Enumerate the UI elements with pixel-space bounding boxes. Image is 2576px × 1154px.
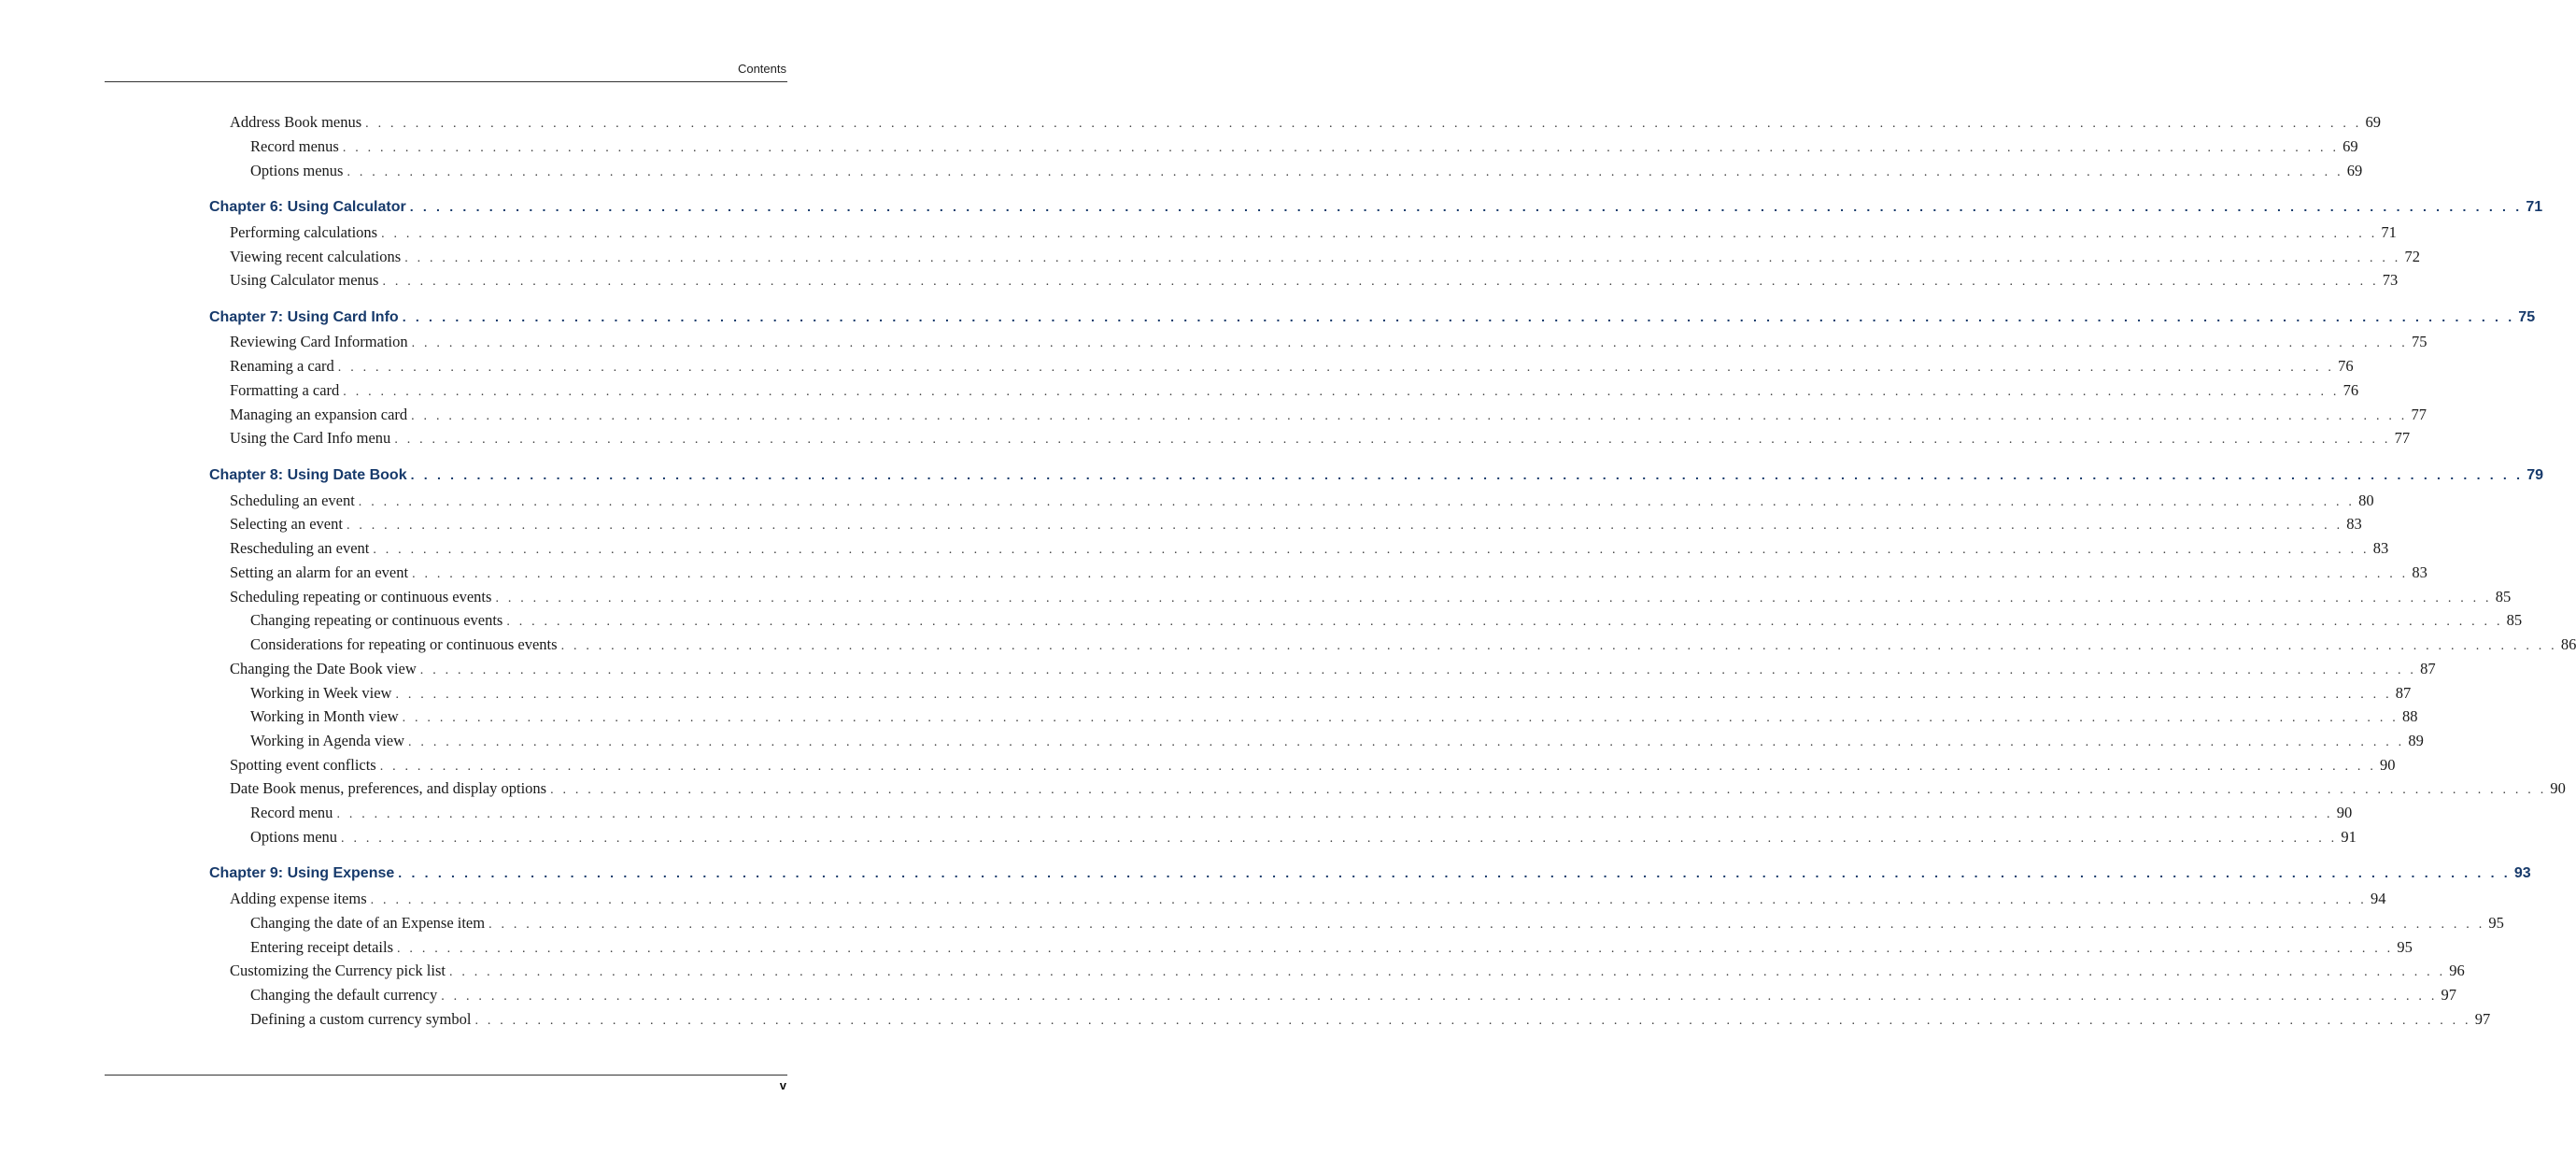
toc-entry-title: Considerations for repeating or continuous events [250, 635, 558, 653]
toc-entry-page: 93 [2513, 865, 2531, 881]
toc-entry-title: Date Book menus, preferences, and display options [230, 779, 547, 797]
toc-entry-page: 86 [2560, 635, 2576, 653]
toc-section-entry[interactable] [230, 890, 2386, 910]
toc-entry-title: Formatting a card [230, 381, 340, 399]
dot-leader: . . . . . . . . . . . . . . . . . . . . . . . . . . . . . . . . . . . . . . . . . . . . . . . . . . . . . . . . . . . . . . . . . . . . . . . . . . . . . . . . . . . . . . . . . . . . . . . . . . . . . . . . . . . . . . . . . . . . . . . . . . . . . . . . . . . . . . . . . . . . . . . . . . . . . . . . . . . . . . . . [441, 990, 2438, 1004]
toc-section-entry[interactable] [230, 429, 2411, 449]
toc-section-entry[interactable] [230, 113, 2381, 134]
toc-entry-page: 87 [2395, 684, 2412, 702]
dot-leader: . . . . . . . . . . . . . . . . . . . . . . . . . . . . . . . . . . . . . . . . . . . . . . . . . . . . . . . . . . . . . . . . . . . . . . . . . . . . . . . . . . . . . . . . . . . . . . . . . . . . . . . . . . . . . . . . . . . . . . . . . . . . . . . . . . . . . . . . . . . . . . . . . . . . . . . . . . . . . . . . [560, 639, 2557, 653]
toc-entry-page: 97 [2474, 1010, 2491, 1028]
toc-entry-page: 71 [2526, 199, 2543, 215]
toc-entry-page: 95 [2397, 938, 2413, 956]
toc-chapter-entry[interactable] [209, 199, 2543, 220]
dot-leader: . . . . . . . . . . . . . . . . . . . . . . . . . . . . . . . . . . . . . . . . . . . . . . . . . . . . . . . . . . . . . . . . . . . . . . . . . . . . . . . . . . . . . . . . . . . . . . . . . . . . . . . . . . . . . . . . . . . . . . . . . . . . . . . . . . . . . . . . . . . . . . . . . . . . . . . . . . . . . . . . [398, 865, 2511, 880]
toc-chapter-entry[interactable] [209, 865, 2531, 886]
toc-subsection-entry[interactable] [250, 1010, 2491, 1031]
toc-section-entry[interactable] [230, 406, 2427, 426]
toc-entry-page: 79 [2526, 467, 2543, 483]
dot-leader: . . . . . . . . . . . . . . . . . . . . . . . . . . . . . . . . . . . . . . . . . . . . . . . . . . . . . . . . . . . . . . . . . . . . . . . . . . . . . . . . . . . . . . . . . . . . . . . . . . . . . . . . . . . . . . . . . . . . . . . . . . . . . . . . . . . . . . . . . . . . . . . . . . . . . . . . . . . . . . . . [382, 275, 2379, 289]
toc-entry-page: 96 [2449, 962, 2465, 979]
dot-leader: . . . . . . . . . . . . . . . . . . . . . . . . . . . . . . . . . . . . . . . . . . . . . . . . . . . . . . . . . . . . . . . . . . . . . . . . . . . . . . . . . . . . . . . . . . . . . . . . . . . . . . . . . . . . . . . . . . . . . . . . . . . . . . . . . . . . . . . . . . . . . . . . . . . . . . . . . . . . . . . . [474, 1014, 2471, 1028]
toc-section-entry[interactable] [230, 223, 2397, 244]
toc-entry-page: 83 [2346, 515, 2362, 533]
toc-entry-page: 91 [2341, 828, 2357, 846]
toc-entry-page: 72 [2404, 248, 2420, 265]
dot-leader: . . . . . . . . . . . . . . . . . . . . . . . . . . . . . . . . . . . . . . . . . . . . . . . . . . . . . . . . . . . . . . . . . . . . . . . . . . . . . . . . . . . . . . . . . . . . . . . . . . . . . . . . . . . . . . . . . . . . . . . . . . . . . . . . . . . . . . . . . . . . . . . . . . . . . . . . . . . . . . . . [337, 361, 2335, 375]
toc-entry-page: 76 [2342, 381, 2359, 399]
toc-entry-page: 76 [2338, 357, 2354, 375]
toc-section-entry[interactable] [230, 539, 2389, 560]
toc-entry-title: Rescheduling an event [230, 539, 370, 557]
toc-entry-title: Address Book menus [230, 113, 362, 131]
toc-subsection-entry[interactable] [250, 635, 2576, 656]
toc-entry-title: Chapter 9: Using Expense [209, 865, 395, 881]
toc-entry-title: Scheduling an event [230, 492, 355, 509]
toc-section-entry[interactable] [230, 248, 2420, 268]
dot-leader: . . . . . . . . . . . . . . . . . . . . . . . . . . . . . . . . . . . . . . . . . . . . . . . . . . . . . . . . . . . . . . . . . . . . . . . . . . . . . . . . . . . . . . . . . . . . . . . . . . . . . . . . . . . . . . . . . . . . . . . . . . . . . . . . . . . . . . . . . . . . . . . . . . . . . . . . . . . . . . . . [410, 467, 2524, 482]
dot-leader: . . . . . . . . . . . . . . . . . . . . . . . . . . . . . . . . . . . . . . . . . . . . . . . . . . . . . . . . . . . . . . . . . . . . . . . . . . . . . . . . . . . . . . . . . . . . . . . . . . . . . . . . . . . . . . . . . . . . . . . . . . . . . . . . . . . . . . . . . . . . . . . . . . . . . . . . . . . . . . . . [342, 141, 2340, 155]
toc-section-entry[interactable] [230, 779, 2566, 800]
toc-section-entry[interactable] [230, 333, 2427, 353]
dot-leader: . . . . . . . . . . . . . . . . . . . . . . . . . . . . . . . . . . . . . . . . . . . . . . . . . . . . . . . . . . . . . . . . . . . . . . . . . . . . . . . . . . . . . . . . . . . . . . . . . . . . . . . . . . . . . . . . . . . . . . . . . . . . . . . . . . . . . . . . . . . . . . . . . . . . . . . . . . . . . . . . [347, 165, 2343, 179]
toc-entry-page: 77 [2394, 429, 2411, 447]
toc-entry-title: Chapter 7: Using Card Info [209, 309, 399, 325]
toc-entry-title: Defining a custom currency symbol [250, 1010, 472, 1028]
toc-chapter-entry[interactable] [209, 309, 2536, 330]
dot-leader: . . . . . . . . . . . . . . . . . . . . . . . . . . . . . . . . . . . . . . . . . . . . . . . . . . . . . . . . . . . . . . . . . . . . . . . . . . . . . . . . . . . . . . . . . . . . . . . . . . . . . . . . . . . . . . . . . . . . . . . . . . . . . . . . . . . . . . . . . . . . . . . . . . . . . . . . . . . . . . . . [550, 783, 2547, 797]
toc-subsection-entry[interactable] [250, 986, 2457, 1006]
toc-entry-title: Options menus [250, 162, 344, 179]
toc-entry-page: 89 [2408, 732, 2424, 749]
toc-entry-title: Changing repeating or continuous events [250, 611, 503, 629]
toc-section-entry[interactable] [230, 756, 2396, 776]
toc-entry-page: 90 [2380, 756, 2396, 774]
toc-subsection-entry[interactable] [250, 828, 2357, 848]
toc-entry-page: 69 [2365, 113, 2381, 131]
toc-section-entry[interactable] [230, 357, 2354, 378]
toc-entry-title: Options menu [250, 828, 338, 846]
toc-entry-title: Performing calculations [230, 223, 378, 241]
toc-entry-title: Working in Week view [250, 684, 392, 702]
toc-entry-page: 69 [2342, 137, 2358, 155]
toc-section-entry[interactable] [230, 515, 2362, 535]
page-number: v [779, 1078, 786, 1092]
toc-entry-title: Spotting event conflicts [230, 756, 376, 774]
dot-leader: . . . . . . . . . . . . . . . . . . . . . . . . . . . . . . . . . . . . . . . . . . . . . . . . . . . . . . . . . . . . . . . . . . . . . . . . . . . . . . . . . . . . . . . . . . . . . . . . . . . . . . . . . . . . . . . . . . . . . . . . . . . . . . . . . . . . . . . . . . . . . . . . . . . . . . . . . . . . . . . . [419, 663, 2417, 677]
toc-entry-title: Chapter 6: Using Calculator [209, 199, 406, 215]
toc-subsection-entry[interactable] [250, 707, 2418, 728]
toc-entry-page: 77 [2411, 406, 2427, 423]
toc-entry-page: 75 [2518, 309, 2536, 325]
toc-entry-page: 88 [2401, 707, 2418, 725]
toc-entry-page: 94 [2370, 890, 2386, 907]
toc-section-entry[interactable] [230, 588, 2512, 608]
toc-entry-page: 97 [2441, 986, 2457, 1004]
toc-entry-page: 95 [2488, 914, 2504, 932]
dot-leader: . . . . . . . . . . . . . . . . . . . . . . . . . . . . . . . . . . . . . . . . . . . . . . . . . . . . . . . . . . . . . . . . . . . . . . . . . . . . . . . . . . . . . . . . . . . . . . . . . . . . . . . . . . . . . . . . . . . . . . . . . . . . . . . . . . . . . . . . . . . . . . . . . . . . . . . . . . . . . . . . [404, 251, 2401, 265]
toc-subsection-entry[interactable] [250, 804, 2353, 824]
toc-subsection-entry[interactable] [250, 137, 2358, 158]
toc-subsection-entry[interactable] [250, 684, 2412, 705]
dot-leader: . . . . . . . . . . . . . . . . . . . . . . . . . . . . . . . . . . . . . . . . . . . . . . . . . . . . . . . . . . . . . . . . . . . . . . . . . . . . . . . . . . . . . . . . . . . . . . . . . . . . . . . . . . . . . . . . . . . . . . . . . . . . . . . . . . . . . . . . . . . . . . . . . . . . . . . . . . . . . . . . [379, 760, 2377, 774]
toc-chapter-entry[interactable] [209, 467, 2543, 488]
toc-entry-page: 90 [2550, 779, 2566, 797]
toc-entry-page: 83 [2412, 563, 2427, 581]
toc-section-entry[interactable] [230, 563, 2427, 584]
toc-subsection-entry[interactable] [250, 914, 2504, 934]
dot-leader: . . . . . . . . . . . . . . . . . . . . . . . . . . . . . . . . . . . . . . . . . . . . . . . . . . . . . . . . . . . . . . . . . . . . . . . . . . . . . . . . . . . . . . . . . . . . . . . . . . . . . . . . . . . . . . . . . . . . . . . . . . . . . . . . . . . . . . . . . . . . . . . . . . . . . . . . . . . . . . . . [336, 807, 2333, 821]
toc-entry-page: 83 [2372, 539, 2389, 557]
toc-entry-page: 73 [2382, 271, 2399, 289]
dot-leader: . . . . . . . . . . . . . . . . . . . . . . . . . . . . . . . . . . . . . . . . . . . . . . . . . . . . . . . . . . . . . . . . . . . . . . . . . . . . . . . . . . . . . . . . . . . . . . . . . . . . . . . . . . . . . . . . . . . . . . . . . . . . . . . . . . . . . . . . . . . . . . . . . . . . . . . . . . . . . . . . [341, 832, 2338, 846]
toc-entry-title: Using the Card Info menu [230, 429, 391, 447]
dot-leader: . . . . . . . . . . . . . . . . . . . . . . . . . . . . . . . . . . . . . . . . . . . . . . . . . . . . . . . . . . . . . . . . . . . . . . . . . . . . . . . . . . . . . . . . . . . . . . . . . . . . . . . . . . . . . . . . . . . . . . . . . . . . . . . . . . . . . . . . . . . . . . . . . . . . . . . . . . . . . . . . [411, 336, 2408, 350]
toc-entry-page: 80 [2358, 492, 2374, 509]
dot-leader: . . . . . . . . . . . . . . . . . . . . . . . . . . . . . . . . . . . . . . . . . . . . . . . . . . . . . . . . . . . . . . . . . . . . . . . . . . . . . . . . . . . . . . . . . . . . . . . . . . . . . . . . . . . . . . . . . . . . . . . . . . . . . . . . . . . . . . . . . . . . . . . . . . . . . . . . . . . . . . . . [394, 433, 2391, 447]
toc-entry-page: 75 [2411, 333, 2427, 350]
toc-entry-title: Selecting an event [230, 515, 343, 533]
toc-entry-title: Changing the date of an Expense item [250, 914, 486, 932]
toc-entry-title: Renaming a card [230, 357, 334, 375]
toc-subsection-entry[interactable] [250, 732, 2424, 752]
dot-leader: . . . . . . . . . . . . . . . . . . . . . . . . . . . . . . . . . . . . . . . . . . . . . . . . . . . . . . . . . . . . . . . . . . . . . . . . . . . . . . . . . . . . . . . . . . . . . . . . . . . . . . . . . . . . . . . . . . . . . . . . . . . . . . . . . . . . . . . . . . . . . . . . . . . . . . . . . . . . . . . . [408, 735, 2405, 749]
toc-entry-page: 85 [2506, 611, 2523, 629]
dot-leader: . . . . . . . . . . . . . . . . . . . . . . . . . . . . . . . . . . . . . . . . . . . . . . . . . . . . . . . . . . . . . . . . . . . . . . . . . . . . . . . . . . . . . . . . . . . . . . . . . . . . . . . . . . . . . . . . . . . . . . . . . . . . . . . . . . . . . . . . . . . . . . . . . . . . . . . . . . . . . . . . [370, 893, 2367, 907]
dot-leader: . . . . . . . . . . . . . . . . . . . . . . . . . . . . . . . . . . . . . . . . . . . . . . . . . . . . . . . . . . . . . . . . . . . . . . . . . . . . . . . . . . . . . . . . . . . . . . . . . . . . . . . . . . . . . . . . . . . . . . . . . . . . . . . . . . . . . . . . . . . . . . . . . . . . . . . . . . . . . . . . [409, 199, 2523, 214]
dot-leader: . . . . . . . . . . . . . . . . . . . . . . . . . . . . . . . . . . . . . . . . . . . . . . . . . . . . . . . . . . . . . . . . . . . . . . . . . . . . . . . . . . . . . . . . . . . . . . . . . . . . . . . . . . . . . . . . . . . . . . . . . . . . . . . . . . . . . . . . . . . . . . . . . . . . . . . . . . . . . . . . [346, 519, 2343, 533]
toc-entry-title: Changing the Date Book view [230, 660, 417, 677]
toc-entry-title: Viewing recent calculations [230, 248, 402, 265]
dot-leader: . . . . . . . . . . . . . . . . . . . . . . . . . . . . . . . . . . . . . . . . . . . . . . . . . . . . . . . . . . . . . . . . . . . . . . . . . . . . . . . . . . . . . . . . . . . . . . . . . . . . . . . . . . . . . . . . . . . . . . . . . . . . . . . . . . . . . . . . . . . . . . . . . . . . . . . . . . . . . . . . [402, 309, 2515, 324]
toc-entry-title: Managing an expansion card [230, 406, 408, 423]
dot-leader: . . . . . . . . . . . . . . . . . . . . . . . . . . . . . . . . . . . . . . . . . . . . . . . . . . . . . . . . . . . . . . . . . . . . . . . . . . . . . . . . . . . . . . . . . . . . . . . . . . . . . . . . . . . . . . . . . . . . . . . . . . . . . . . . . . . . . . . . . . . . . . . . . . . . . . . . . . . . . . . . [395, 688, 2392, 702]
dot-leader: . . . . . . . . . . . . . . . . . . . . . . . . . . . . . . . . . . . . . . . . . . . . . . . . . . . . . . . . . . . . . . . . . . . . . . . . . . . . . . . . . . . . . . . . . . . . . . . . . . . . . . . . . . . . . . . . . . . . . . . . . . . . . . . . . . . . . . . . . . . . . . . . . . . . . . . . . . . . . . . . [402, 711, 2399, 725]
toc-entry-title: Reviewing Card Information [230, 333, 408, 350]
dot-leader: . . . . . . . . . . . . . . . . . . . . . . . . . . . . . . . . . . . . . . . . . . . . . . . . . . . . . . . . . . . . . . . . . . . . . . . . . . . . . . . . . . . . . . . . . . . . . . . . . . . . . . . . . . . . . . . . . . . . . . . . . . . . . . . . . . . . . . . . . . . . . . . . . . . . . . . . . . . . . . . . [448, 965, 2446, 979]
toc-entry-title: Customizing the Currency pick list [230, 962, 446, 979]
toc-section-entry[interactable] [230, 381, 2359, 402]
toc-entry-title: Record menu [250, 804, 333, 821]
toc-entry-page: 90 [2336, 804, 2353, 821]
toc-entry-title: Changing the default currency [250, 986, 438, 1004]
toc-entry-page: 85 [2495, 588, 2512, 605]
toc-entry-title: Working in Agenda view [250, 732, 405, 749]
dot-leader: . . . . . . . . . . . . . . . . . . . . . . . . . . . . . . . . . . . . . . . . . . . . . . . . . . . . . . . . . . . . . . . . . . . . . . . . . . . . . . . . . . . . . . . . . . . . . . . . . . . . . . . . . . . . . . . . . . . . . . . . . . . . . . . . . . . . . . . . . . . . . . . . . . . . . . . . . . . . . . . . [397, 942, 2394, 956]
toc-subsection-entry[interactable] [250, 611, 2523, 632]
toc-section-entry[interactable] [230, 271, 2399, 292]
toc-entry-page: 69 [2346, 162, 2363, 179]
footer-rule [105, 1075, 787, 1076]
running-header: Contents [737, 62, 786, 76]
toc-entry-title: Chapter 8: Using Date Book [209, 467, 407, 483]
toc-entry-title: Adding expense items [230, 890, 367, 907]
toc-entry-page: 71 [2381, 223, 2397, 241]
toc-subsection-entry[interactable] [250, 938, 2413, 959]
dot-leader: . . . . . . . . . . . . . . . . . . . . . . . . . . . . . . . . . . . . . . . . . . . . . . . . . . . . . . . . . . . . . . . . . . . . . . . . . . . . . . . . . . . . . . . . . . . . . . . . . . . . . . . . . . . . . . . . . . . . . . . . . . . . . . . . . . . . . . . . . . . . . . . . . . . . . . . . . . . . . . . . [411, 409, 2408, 423]
toc-entry-title: Working in Month view [250, 707, 399, 725]
dot-leader: . . . . . . . . . . . . . . . . . . . . . . . . . . . . . . . . . . . . . . . . . . . . . . . . . . . . . . . . . . . . . . . . . . . . . . . . . . . . . . . . . . . . . . . . . . . . . . . . . . . . . . . . . . . . . . . . . . . . . . . . . . . . . . . . . . . . . . . . . . . . . . . . . . . . . . . . . . . . . . . . [343, 385, 2340, 399]
dot-leader: . . . . . . . . . . . . . . . . . . . . . . . . . . . . . . . . . . . . . . . . . . . . . . . . . . . . . . . . . . . . . . . . . . . . . . . . . . . . . . . . . . . . . . . . . . . . . . . . . . . . . . . . . . . . . . . . . . . . . . . . . . . . . . . . . . . . . . . . . . . . . . . . . . . . . . . . . . . . . . . . [506, 615, 2503, 629]
dot-leader: . . . . . . . . . . . . . . . . . . . . . . . . . . . . . . . . . . . . . . . . . . . . . . . . . . . . . . . . . . . . . . . . . . . . . . . . . . . . . . . . . . . . . . . . . . . . . . . . . . . . . . . . . . . . . . . . . . . . . . . . . . . . . . . . . . . . . . . . . . . . . . . . . . . . . . . . . . . . . . . . [488, 918, 2485, 932]
toc-entry-page: 87 [2420, 660, 2436, 677]
toc-section-entry[interactable] [230, 962, 2465, 982]
dot-leader: . . . . . . . . . . . . . . . . . . . . . . . . . . . . . . . . . . . . . . . . . . . . . . . . . . . . . . . . . . . . . . . . . . . . . . . . . . . . . . . . . . . . . . . . . . . . . . . . . . . . . . . . . . . . . . . . . . . . . . . . . . . . . . . . . . . . . . . . . . . . . . . . . . . . . . . . . . . . . . . . [381, 227, 2378, 241]
toc-entry-title: Using Calculator menus [230, 271, 379, 289]
dot-leader: . . . . . . . . . . . . . . . . . . . . . . . . . . . . . . . . . . . . . . . . . . . . . . . . . . . . . . . . . . . . . . . . . . . . . . . . . . . . . . . . . . . . . . . . . . . . . . . . . . . . . . . . . . . . . . . . . . . . . . . . . . . . . . . . . . . . . . . . . . . . . . . . . . . . . . . . . . . . . . . . [365, 117, 2362, 131]
toc-section-entry[interactable] [230, 660, 2436, 680]
toc-entry-title: Record menus [250, 137, 339, 155]
dot-leader: . . . . . . . . . . . . . . . . . . . . . . . . . . . . . . . . . . . . . . . . . . . . . . . . . . . . . . . . . . . . . . . . . . . . . . . . . . . . . . . . . . . . . . . . . . . . . . . . . . . . . . . . . . . . . . . . . . . . . . . . . . . . . . . . . . . . . . . . . . . . . . . . . . . . . . . . . . . . . . . . [495, 591, 2492, 605]
dot-leader: . . . . . . . . . . . . . . . . . . . . . . . . . . . . . . . . . . . . . . . . . . . . . . . . . . . . . . . . . . . . . . . . . . . . . . . . . . . . . . . . . . . . . . . . . . . . . . . . . . . . . . . . . . . . . . . . . . . . . . . . . . . . . . . . . . . . . . . . . . . . . . . . . . . . . . . . . . . . . . . . [358, 495, 2356, 509]
dot-leader: . . . . . . . . . . . . . . . . . . . . . . . . . . . . . . . . . . . . . . . . . . . . . . . . . . . . . . . . . . . . . . . . . . . . . . . . . . . . . . . . . . . . . . . . . . . . . . . . . . . . . . . . . . . . . . . . . . . . . . . . . . . . . . . . . . . . . . . . . . . . . . . . . . . . . . . . . . . . . . . . [373, 543, 2370, 557]
toc-entry-title: Setting an alarm for an event [230, 563, 409, 581]
toc-entry-title: Entering receipt details [250, 938, 394, 956]
dot-leader: . . . . . . . . . . . . . . . . . . . . . . . . . . . . . . . . . . . . . . . . . . . . . . . . . . . . . . . . . . . . . . . . . . . . . . . . . . . . . . . . . . . . . . . . . . . . . . . . . . . . . . . . . . . . . . . . . . . . . . . . . . . . . . . . . . . . . . . . . . . . . . . . . . . . . . . . . . . . . . . . [412, 567, 2409, 581]
toc-section-entry[interactable] [230, 492, 2374, 512]
toc-entry-title: Scheduling repeating or continuous events [230, 588, 492, 605]
toc-subsection-entry[interactable] [250, 162, 2363, 182]
